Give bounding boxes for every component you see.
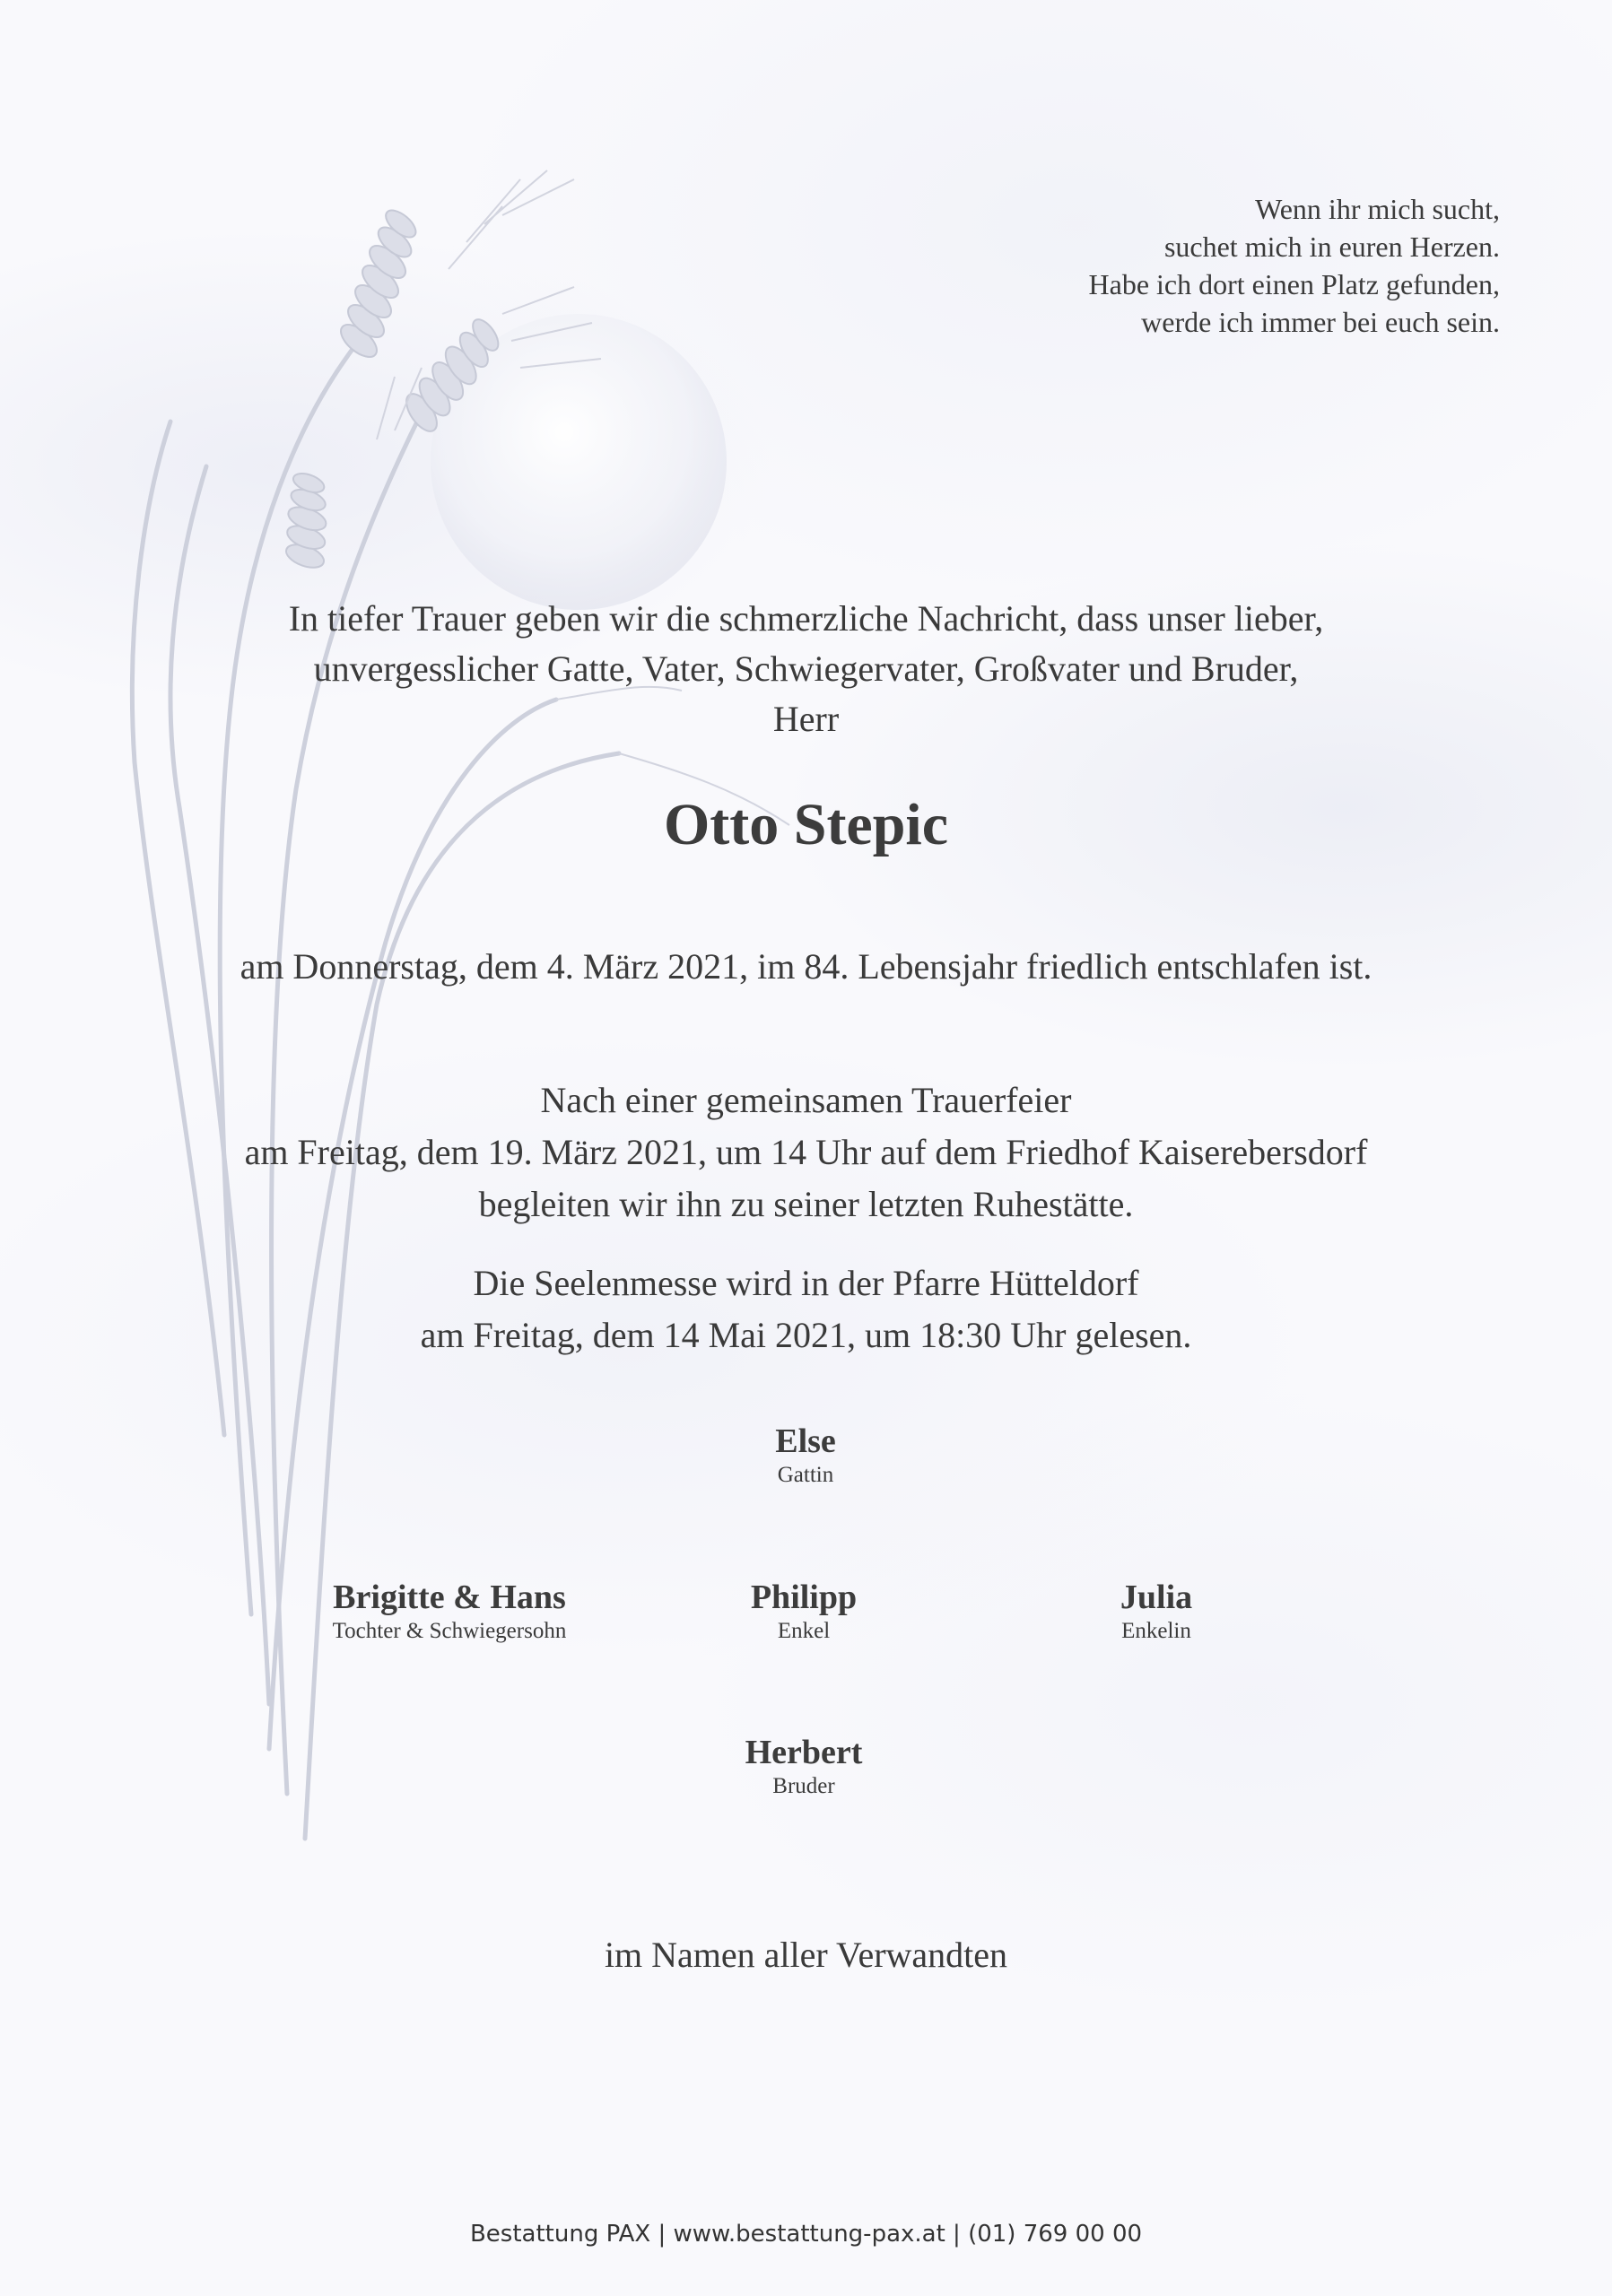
funeral-line: Nach einer gemeinsamen Trauerfeier	[540, 1080, 1072, 1120]
funeral-info	[0, 1074, 1612, 1231]
mourner-relation: Tochter & Schwiegersohn	[332, 1619, 567, 1643]
mourner-else	[581, 1421, 1030, 1489]
funeral-line: begleiten wir ihn zu seiner letzten Ruhestätte.	[478, 1184, 1134, 1224]
mass-info	[0, 1257, 1612, 1361]
mourner-name: Herbert	[745, 1734, 863, 1771]
mourner-relation: Gattin	[777, 1463, 834, 1487]
death-date-line: am Donnerstag, dem 4. März 2021, im 84. Lebensjahr friedlich entschlafen ist.	[240, 946, 1372, 987]
footer-contact: Bestattung PAX | www.bestattung-pax.at | (01) 769 00 00	[469, 2221, 1143, 2248]
announcement-line: unvergesslicher Gatte, Vater, Schwiegervater, Großvater und Bruder,	[313, 648, 1299, 689]
poem-line: Wenn ihr mich sucht,	[1255, 193, 1500, 225]
mourner-julia	[932, 1577, 1381, 1645]
funeral-line: am Freitag, dem 19. März 2021, um 14 Uhr auf dem Friedhof Kaiserebersdorf	[244, 1132, 1368, 1172]
mourner-herbert	[579, 1732, 1028, 1800]
closing-line: im Namen aller Verwandten	[604, 1935, 1008, 1975]
poem-line: werde ich immer bei euch sein.	[1141, 306, 1500, 338]
mourner-name: Philipp	[750, 1578, 858, 1616]
deceased-name: Otto Stepic	[663, 792, 949, 857]
mourner-name: Julia	[1120, 1578, 1193, 1616]
mass-line: am Freitag, dem 14 Mai 2021, um 18:30 Uhr gelesen.	[420, 1315, 1192, 1355]
mourner-name: Else	[775, 1422, 836, 1460]
poem-line: suchet mich in euren Herzen.	[1163, 230, 1500, 263]
poem-line: Habe ich dort einen Platz gefunden,	[1088, 268, 1500, 300]
announcement-line: In tiefer Trauer geben wir die schmerzliche Nachricht, dass unser lieber,	[288, 598, 1324, 639]
mass-line: Die Seelenmesse wird in der Pfarre Hütteldorf	[473, 1263, 1139, 1303]
mourner-relation: Bruder	[772, 1774, 835, 1798]
mourner-relation: Enkelin	[1121, 1619, 1191, 1643]
poem	[872, 190, 1500, 341]
announcement-line: Herr	[772, 699, 840, 739]
mourner-relation: Enkel	[777, 1619, 831, 1643]
mourner-name: Brigitte & Hans	[333, 1578, 566, 1616]
announcement-intro	[0, 594, 1612, 744]
